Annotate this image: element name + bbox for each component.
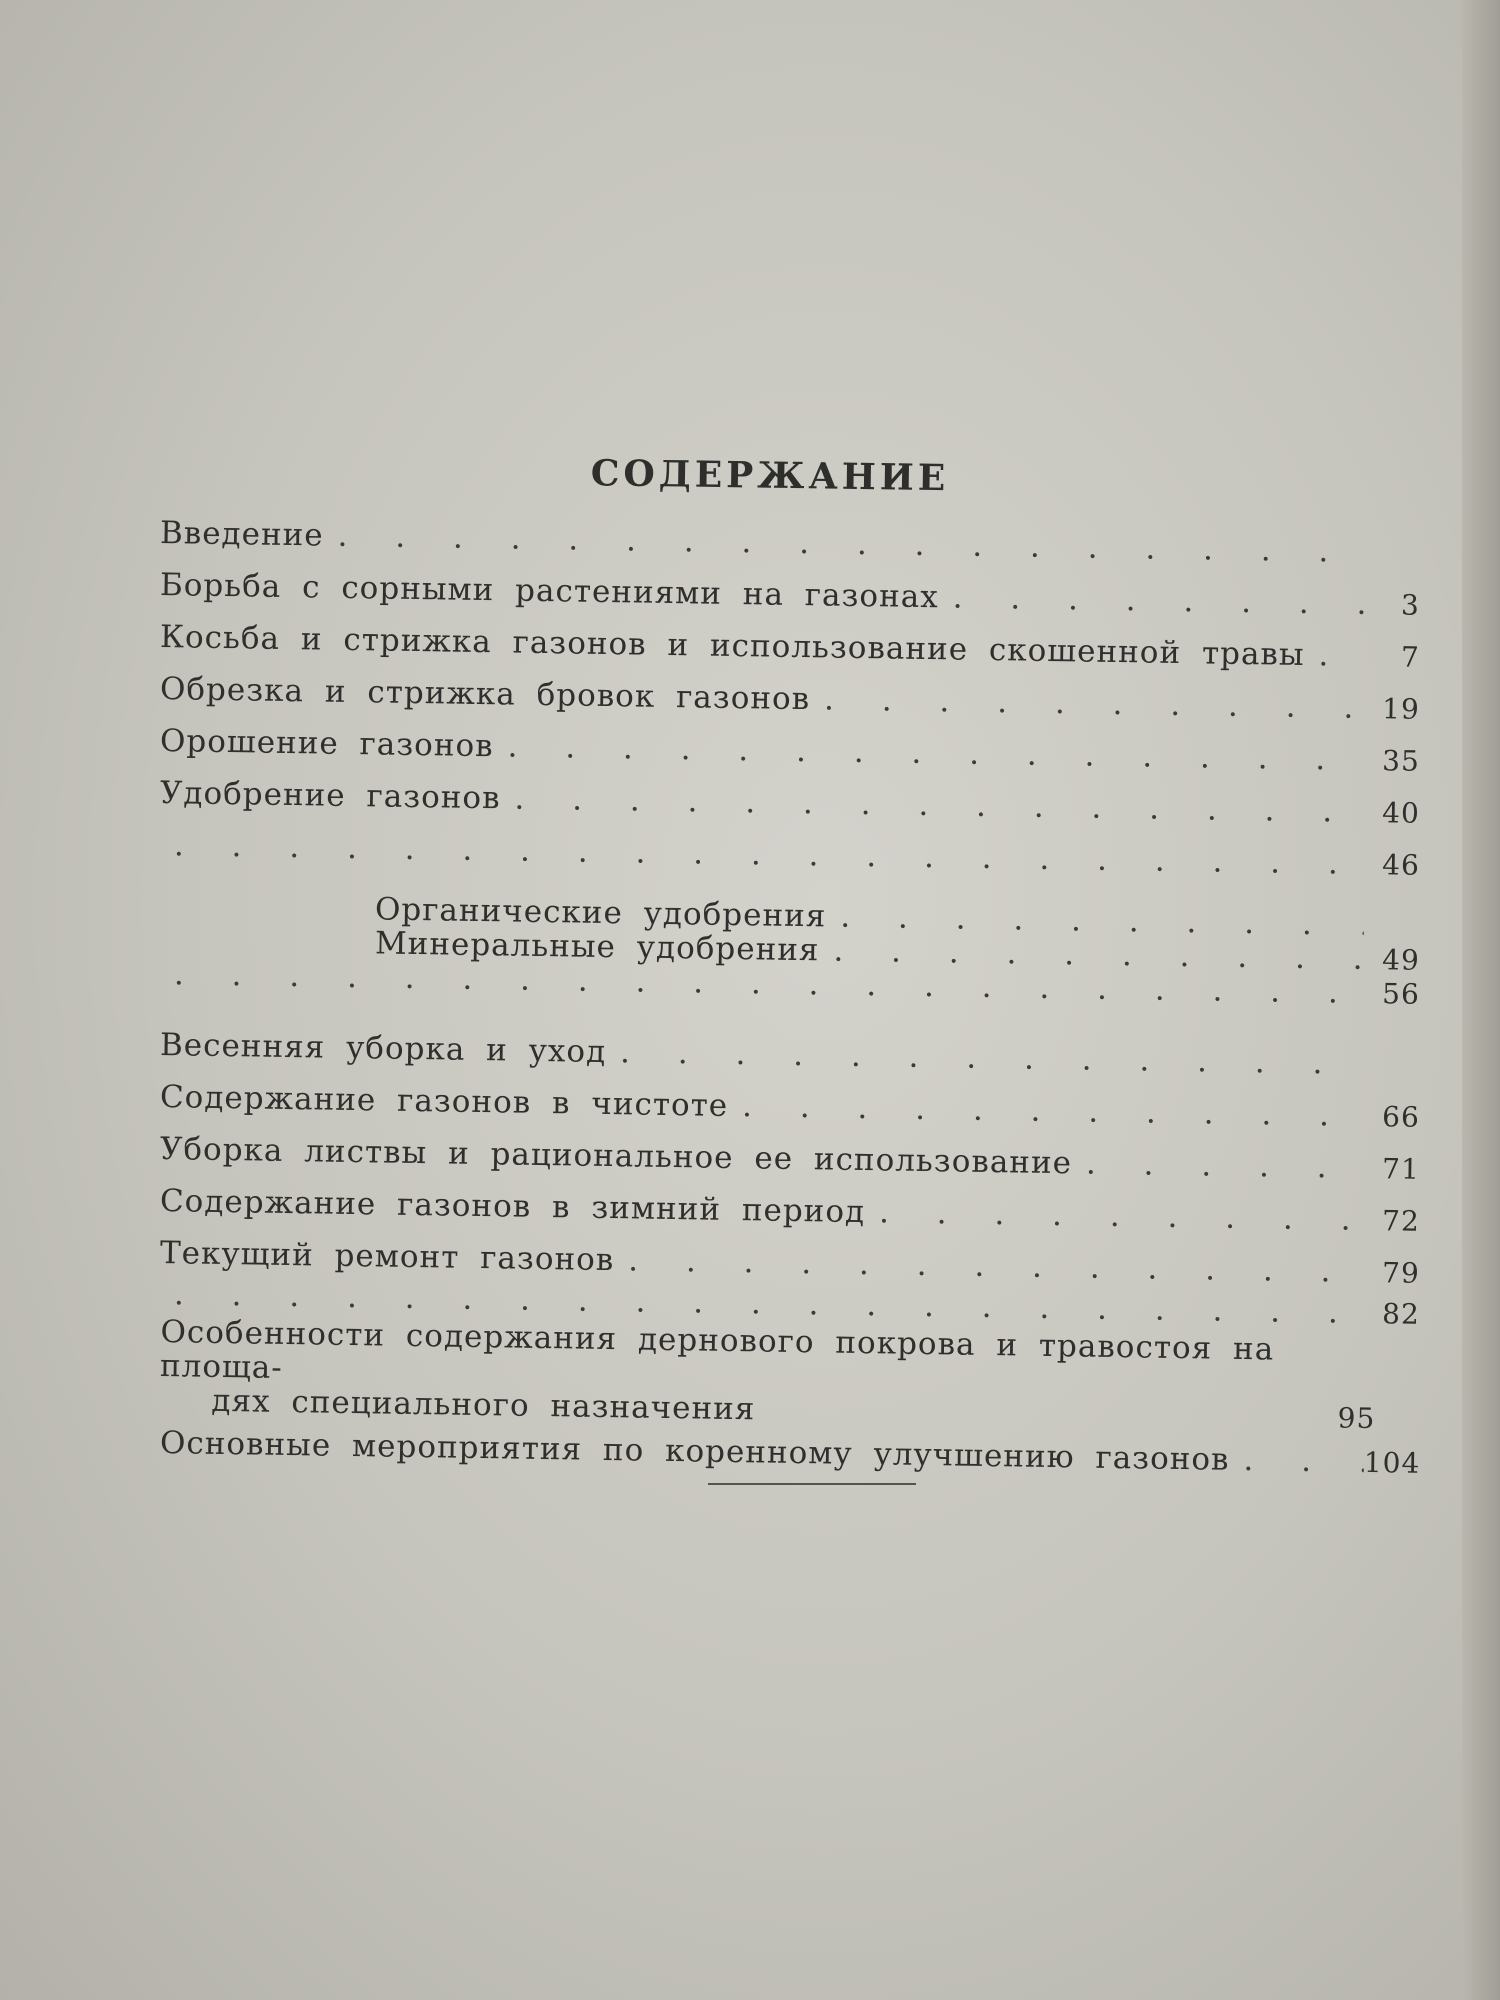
toc-entry-label: Весенняя уборка и уход [159, 1027, 607, 1071]
toc-entry-label: Борьба с сорными растениями на газонах [159, 567, 940, 616]
toc-entry-label: Косьба и стрижка газонов и использование скошенной травы [159, 619, 1305, 673]
toc-entry-page: 71 [1381, 1152, 1421, 1186]
toc-entry-label: Орошение газонов [159, 723, 494, 765]
separator-rule [708, 1483, 916, 1485]
toc-entry-page: 3 [1400, 588, 1421, 622]
toc-entry-page: 7 [1400, 640, 1421, 674]
toc-entry-page [1364, 1074, 1420, 1075]
toc-entry-page: 66 [1381, 1100, 1421, 1134]
toc-entry-page: 19 [1381, 692, 1421, 726]
toc-entry-label: Основные мероприятия по коренному улучшению газонов [159, 1425, 1230, 1478]
toc-entry-label [159, 1315, 1320, 1435]
leader-dots [938, 571, 1364, 630]
toc-entry-page: 35 [1381, 744, 1421, 778]
toc-entry-page: 82 [1381, 1297, 1421, 1331]
leader-dots [1072, 1137, 1365, 1194]
toc-entry-label: Органические удобрения [374, 891, 827, 935]
toc-entry-page: 95 [1337, 1401, 1376, 1436]
toc-entry-label: Минеральные удобрения [374, 925, 820, 969]
toc-title: СОДЕРЖАНИЕ [590, 452, 950, 500]
toc-entry-page: 104 [1363, 1445, 1421, 1480]
leader-dots [1229, 1434, 1364, 1488]
leader-dots [865, 1186, 1365, 1246]
toc-entry-label: Содержание газонов в чистоте [159, 1079, 729, 1124]
toc-entry-label-line2: дях специального назначения [211, 1382, 756, 1428]
toc-entry-page [1364, 935, 1420, 936]
toc-entry-page: 56 [1381, 977, 1421, 1011]
leader-dots [810, 673, 1364, 734]
toc-entry-label: Текущий ремонт газонов [159, 1235, 615, 1279]
toc-entry-page: 40 [1381, 796, 1421, 830]
toc-entry-page: 79 [1381, 1256, 1421, 1290]
toc-entry-label-line1: Особенности содержания дернового покрова и травостоя на площа- [159, 1314, 1275, 1386]
toc-entry-page: 72 [1381, 1204, 1421, 1238]
toc-entry-label: Введение [159, 515, 324, 554]
toc-entry-page [1364, 562, 1420, 563]
page-edge [1462, 0, 1500, 2000]
toc-entry [159, 1315, 1420, 1437]
leader-dots [1304, 629, 1364, 682]
toc-entry-page: 46 [1381, 848, 1421, 882]
toc-entry-page: 49 [1381, 943, 1421, 977]
toc-entry-label: Содержание газонов в зимний период [159, 1183, 866, 1231]
toc-entry-label: Уборка листвы и рациональное ее использование [159, 1131, 1073, 1182]
toc-entry-label: Удобрение газонов [159, 775, 501, 817]
toc-entry-label: Обрезка и стрижка бровок газонов [159, 671, 811, 718]
table-of-contents [159, 452, 1421, 1480]
